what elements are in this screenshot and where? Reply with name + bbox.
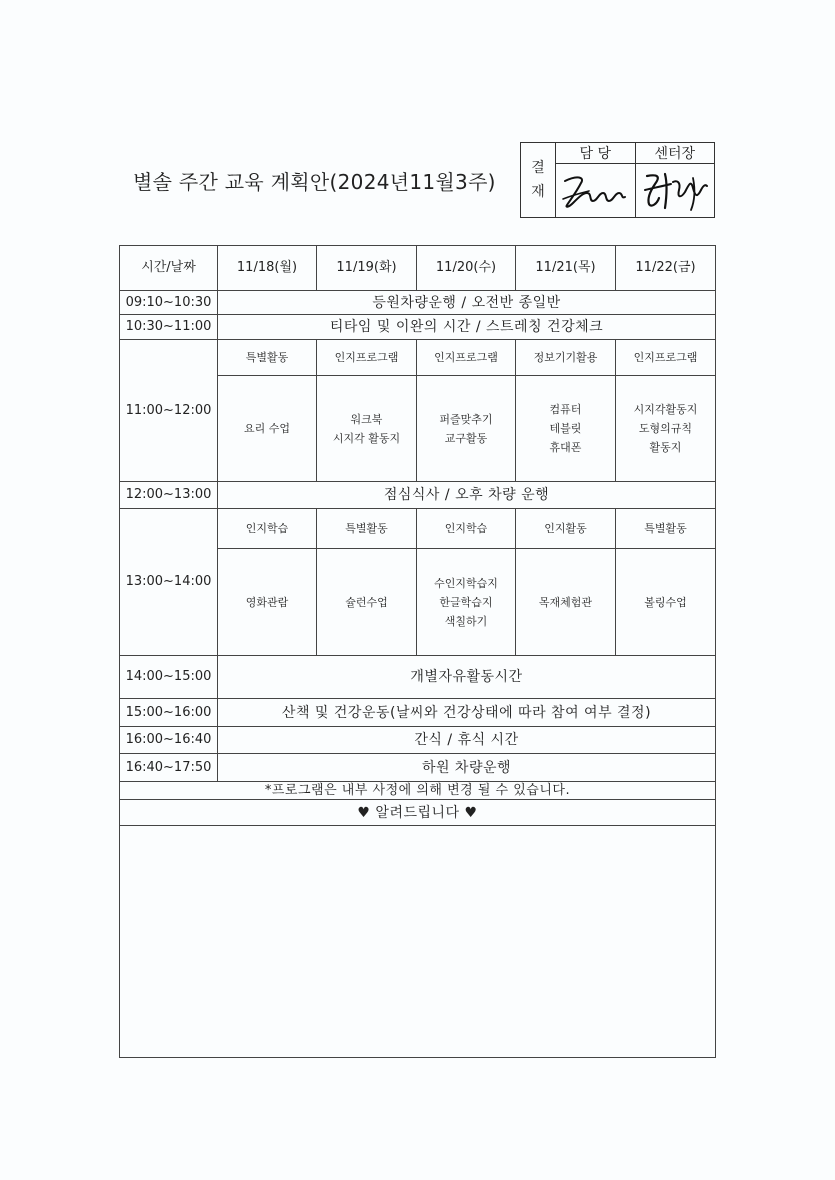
time-cell: 11:00~12:00 bbox=[120, 340, 218, 482]
activity-line: 수인지학습지 bbox=[434, 576, 498, 590]
activity-line: 테블릿 bbox=[549, 422, 582, 435]
activity-line: 활동지 bbox=[649, 441, 682, 454]
schedule-row bbox=[120, 315, 716, 340]
activity-line: 요리 수업 bbox=[243, 422, 290, 435]
activity-line: 색칠하기 bbox=[444, 614, 488, 628]
approval-label-top: 결 bbox=[531, 160, 545, 176]
activity-detail-cell bbox=[616, 376, 716, 482]
header-day-fri: 11/22(금) bbox=[616, 246, 716, 291]
approval-label bbox=[521, 143, 556, 218]
activity-line: 휴대폰 bbox=[549, 441, 582, 454]
notice-title: ♥ 알려드립니다 ♥ bbox=[120, 800, 716, 826]
header-day-mon: 11/18(월) bbox=[218, 246, 317, 291]
activity-line: 퍼즐맞추기 bbox=[439, 412, 493, 426]
category-cell: 인지프로그램 bbox=[417, 340, 516, 376]
schedule-row bbox=[120, 699, 716, 727]
time-cell: 16:00~16:40 bbox=[120, 727, 218, 754]
change-notice: *프로그램은 내부 사정에 의해 변경 될 수 있습니다. bbox=[120, 782, 716, 800]
activity-detail-cell bbox=[616, 549, 716, 656]
activity-cell: 하원 차량운행 bbox=[218, 754, 716, 782]
activity-line: 시지각 활동지 bbox=[332, 431, 401, 445]
time-cell: 15:00~16:00 bbox=[120, 699, 218, 727]
category-cell: 특별활동 bbox=[616, 509, 716, 549]
activity-line: 볼링수업 bbox=[644, 595, 687, 609]
activity-detail-cell bbox=[516, 376, 616, 482]
activity-detail-cell bbox=[317, 376, 417, 482]
activity-cell: 개별자유활동시간 bbox=[218, 656, 716, 699]
header-row bbox=[120, 246, 716, 291]
schedule-row-categories bbox=[120, 509, 716, 549]
notice-body-row bbox=[120, 826, 716, 1058]
category-cell: 인지학습 bbox=[417, 509, 516, 549]
activity-cell: 점심식사 / 오후 차량 운행 bbox=[218, 482, 716, 509]
notice-header-row bbox=[120, 800, 716, 826]
signature-manager-image bbox=[559, 171, 631, 211]
approval-box bbox=[520, 142, 715, 218]
category-cell: 인지활동 bbox=[516, 509, 616, 549]
activity-detail-cell bbox=[417, 549, 516, 656]
time-cell: 14:00~15:00 bbox=[120, 656, 218, 699]
activity-detail-cell bbox=[516, 549, 616, 656]
schedule-row bbox=[120, 291, 716, 315]
approval-label-bottom: 재 bbox=[531, 184, 545, 200]
activity-line: 시지각활동지 bbox=[633, 403, 698, 416]
header-day-wed: 11/20(수) bbox=[417, 246, 516, 291]
document-title: 별솔 주간 교육 계획안(2024년11월3주) bbox=[133, 170, 496, 194]
activity-detail-cell bbox=[218, 376, 317, 482]
activity-detail-cell bbox=[218, 549, 317, 656]
header-time-date: 시간/날짜 bbox=[120, 246, 218, 291]
category-cell: 인지프로그램 bbox=[616, 340, 716, 376]
activity-line: 컴퓨터 bbox=[549, 403, 582, 416]
time-cell: 13:00~14:00 bbox=[120, 509, 218, 656]
signature-director-image bbox=[637, 168, 713, 214]
time-cell: 09:10~10:30 bbox=[120, 291, 218, 315]
activity-cell: 산책 및 건강운동(날씨와 건강상태에 따라 참여 여부 결정) bbox=[218, 699, 716, 727]
signature-director bbox=[635, 164, 715, 218]
schedule-row-categories bbox=[120, 340, 716, 376]
activity-line: 목재체험관 bbox=[538, 595, 593, 609]
category-cell: 인지프로그램 bbox=[317, 340, 417, 376]
approval-header-manager: 담 당 bbox=[556, 143, 636, 164]
weekly-schedule-table bbox=[119, 245, 716, 1058]
category-cell: 정보기기활용 bbox=[516, 340, 616, 376]
time-cell: 16:40~17:50 bbox=[120, 754, 218, 782]
schedule-row bbox=[120, 727, 716, 754]
activity-line: 워크북 bbox=[350, 412, 383, 426]
activity-line: 한글학습지 bbox=[439, 595, 493, 609]
category-cell: 특별활동 bbox=[317, 509, 417, 549]
activity-cell: 간식 / 휴식 시간 bbox=[218, 727, 716, 754]
category-cell: 특별활동 bbox=[218, 340, 317, 376]
approval-header-director: 센터장 bbox=[635, 143, 715, 164]
schedule-row bbox=[120, 754, 716, 782]
activity-detail-cell bbox=[317, 549, 417, 656]
activity-line: 영화관람 bbox=[245, 595, 289, 609]
activity-detail-cell bbox=[417, 376, 516, 482]
header-day-thu: 11/21(목) bbox=[516, 246, 616, 291]
notice-body bbox=[120, 826, 716, 1058]
schedule-row bbox=[120, 656, 716, 699]
time-cell: 12:00~13:00 bbox=[120, 482, 218, 509]
activity-cell: 티타임 및 이완의 시간 / 스트레칭 건강체크 bbox=[218, 315, 716, 340]
activity-line: 도형의규칙 bbox=[638, 422, 693, 435]
signature-manager bbox=[556, 164, 636, 218]
activity-cell: 등원차량운행 / 오전반 종일반 bbox=[218, 291, 716, 315]
note-row bbox=[120, 782, 716, 800]
category-cell: 인지학습 bbox=[218, 509, 317, 549]
activity-line: 슐런수업 bbox=[345, 595, 388, 609]
schedule-row bbox=[120, 482, 716, 509]
time-cell: 10:30~11:00 bbox=[120, 315, 218, 340]
header-day-tue: 11/19(화) bbox=[317, 246, 417, 291]
activity-line: 교구활동 bbox=[444, 431, 488, 445]
